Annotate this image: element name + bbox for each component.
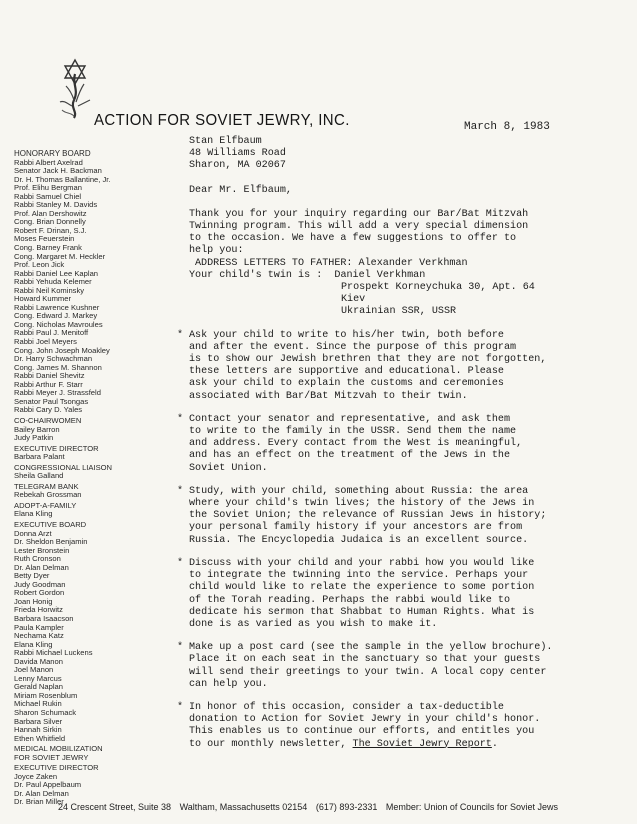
bullet-line: to write to the family in the USSR. Send them the name <box>189 426 517 438</box>
suggestion-bullet <box>177 558 607 631</box>
sidebar-member-name: Rabbi Paul J. Menitoff <box>14 328 89 338</box>
intro-line: help you: <box>189 245 244 257</box>
bullet-line: ask your child to explain the customs and ceremonies <box>189 378 504 390</box>
twin-city: Kiev <box>341 294 366 306</box>
sidebar-member-name: Paula Kampler <box>14 622 64 632</box>
sidebar-member-name: Davida Manon <box>14 656 63 666</box>
sidebar-member-name: Robert F. Drinan, S.J. <box>14 225 87 235</box>
bullet-star-icon: * <box>177 329 184 341</box>
bullet-line: This enables us to continue our efforts, and entitles you <box>189 726 535 738</box>
intro-line: to the occasion. We have a few suggestions to offer to <box>189 233 517 245</box>
bullet-line: your personal family history if your ancestors are from <box>189 522 523 534</box>
suggestion-bullet <box>177 642 607 691</box>
bullet-line: Ask your child to write to his/her twin, both before <box>189 329 504 341</box>
twin-name: Daniel Verkhman <box>334 269 426 281</box>
bullet-line: Study, with your child, something about Russia: the area <box>189 485 529 497</box>
sidebar-member-name: Prof. Elihu Bergman <box>14 183 82 193</box>
org-logo-icon <box>52 56 98 120</box>
sidebar-member-name: Bailey Barron <box>14 424 60 434</box>
sidebar-member-name: Hannah Sirkin <box>14 725 62 735</box>
sidebar-heading: EXECUTIVE DIRECTOR <box>14 763 99 773</box>
sidebar-member-name: Joel Manon <box>14 665 54 675</box>
twin-address: Prospekt Korneychuka 30, Apt. 64 <box>341 282 535 294</box>
bullet-line: of the Torah reading. Perhaps the rabbi would like to <box>189 594 511 606</box>
twin-country: Ukrainian SSR, USSR <box>341 306 457 318</box>
sidebar-member-name: Nechama Katz <box>14 631 64 641</box>
sidebar-member-name: Dr. Alan Delman <box>14 562 69 572</box>
bullet-line <box>189 739 607 751</box>
sidebar-member-name: Lenny Marcus <box>14 673 62 683</box>
footer-phone: (617) 893-2331 <box>315 802 378 812</box>
sidebar-member-name: Joan Honig <box>14 596 53 606</box>
sidebar-member-name: Rabbi Joel Meyers <box>14 337 77 347</box>
sidebar-member-name: Dr. Paul Appelbaum <box>14 780 82 790</box>
bullet-line: these letters are supportive and educational. Please <box>189 366 504 378</box>
footer-member: Member: Union of Councils for Soviet Jews <box>385 802 558 812</box>
bullet-line: can help you. <box>189 678 268 690</box>
sidebar-member-name: Dr. H. Thomas Ballantine, Jr. <box>14 174 111 184</box>
footer-street: 24 Crescent Street, Suite 38 <box>58 802 172 812</box>
letter-body <box>177 136 619 751</box>
sidebar-member-name: Barbara Isaacson <box>14 613 74 623</box>
bullet-line: is to show our Jewish brethren that they are not forgotten, <box>189 354 547 366</box>
bullet-line: to integrate the twinning into the service. Perhaps your <box>189 570 529 582</box>
bullet-line: the Soviet Union; the relevance of Russian Jews in history; <box>189 510 547 522</box>
sidebar-heading: MEDICAL MOBILIZATION FOR SOVIET JEWRY <box>14 744 103 762</box>
bullet-line: Contact your senator and representative, and ask them <box>189 413 511 425</box>
sidebar-member-name: Moses Feuerstein <box>14 234 75 244</box>
bullet-star-icon: * <box>177 485 184 497</box>
sidebar-member-name: Dr. Brian Miller <box>14 797 64 807</box>
intro-paragraph <box>189 209 619 258</box>
salutation: Dear Mr. Elfbaum, <box>189 184 292 196</box>
intro-line: Twinning program. This will add a very special dimension <box>189 221 529 233</box>
sidebar-member-name: Rabbi Daniel Lee Kaplan <box>14 268 99 278</box>
bullet-line: Russia. The Encyclopedia Judaica is an excellent source. <box>189 534 529 546</box>
donation-bullet <box>177 702 607 751</box>
sidebar-heading: CONGRESSIONAL LIAISON <box>14 462 113 472</box>
bullet-line: and after the event. Since the purpose of this program <box>189 341 517 353</box>
sidebar-member-name: Miriam Rosenblum <box>14 690 78 700</box>
sidebar-member-name: Rabbi Samuel Chiel <box>14 191 82 201</box>
sidebar-member-name: Cong. James M. Shannon <box>14 362 102 372</box>
sidebar-heading: EXECUTIVE BOARD <box>14 519 87 529</box>
sidebar-member-name: Rabbi Albert Axelrad <box>14 157 83 167</box>
bullet-line: done is as varied as you wish to make it. <box>189 618 438 630</box>
sidebar-member-name: Ethen Whitfield <box>14 733 66 743</box>
twin-first-line <box>189 270 619 282</box>
bullet-line: Soviet Union. <box>189 462 268 474</box>
bullet-line: In honor of this occasion, consider a tax-deductible <box>189 701 504 713</box>
org-name: ACTION FOR SOVIET JEWRY, INC. <box>94 111 350 130</box>
sidebar-member-name: Rebekah Grossman <box>14 490 82 500</box>
sidebar-heading: HONORARY BOARD <box>14 149 91 158</box>
twin-block <box>189 258 619 319</box>
bullet-star-icon: * <box>177 701 184 713</box>
sidebar-heading: EXECUTIVE DIRECTOR <box>14 443 99 453</box>
sidebar-member-name: Howard Kummer <box>14 294 71 304</box>
sidebar-member-name: Robert Gordon <box>14 588 65 598</box>
sidebar-member-name: Ruth Cronson <box>14 554 61 564</box>
sidebar-member-name: Sheila Galland <box>14 471 64 481</box>
suggestion-bullet <box>177 330 607 403</box>
bullet-line: will send their greetings to your twin. A local copy center <box>189 666 547 678</box>
sidebar-member-name: Dr. Alan Delman <box>14 788 69 798</box>
sidebar-board-list <box>14 150 174 807</box>
twin-label: Your child's twin is : <box>189 269 323 281</box>
sidebar-member-name: Judy Goodman <box>14 579 66 589</box>
sidebar-member-name: Rabbi Neil Kominsky <box>14 285 85 295</box>
sidebar-member-name: Rabbi Arthur F. Starr <box>14 379 83 389</box>
sidebar-member-name: Rabbi Cary D. Yales <box>14 405 83 415</box>
sidebar-member-name: Prof. Leon Jick <box>14 260 65 270</box>
bullet-line: Place it on each seat in the sanctuary so that your guests <box>189 654 541 666</box>
sidebar-member-name: Cong. Margaret M. Heckler <box>14 251 106 261</box>
sidebar-member-name: Gerald Naplan <box>14 682 63 692</box>
newsletter-prefix: to our monthly newsletter, <box>189 738 353 750</box>
bullet-star-icon: * <box>177 413 184 425</box>
sidebar-member-name: Frieda Horwitz <box>14 605 63 615</box>
sidebar-member-name: Judy Patkin <box>14 433 54 443</box>
suggestion-list <box>177 329 619 691</box>
footer-city: Waltham, Massachusetts 02154 <box>179 802 308 812</box>
suggestion-bullet <box>177 414 607 475</box>
recipient-city: Sharon, MA 02067 <box>189 160 286 172</box>
sidebar-member-name: Barbara Palant <box>14 452 65 462</box>
sidebar-member-name: Rabbi Yehuda Kelemer <box>14 277 92 287</box>
recipient-street: 48 Williams Road <box>189 148 286 160</box>
bullet-line: Make up a post card (see the sample in the yellow brochure). <box>189 642 553 654</box>
sidebar-member-name: Elana Kling <box>14 509 53 519</box>
sidebar-member-name: Joyce Zaken <box>14 771 58 781</box>
bullet-star-icon: * <box>177 642 184 654</box>
bullet-line: dedicate his sermon that Shabbat to Human Rights. What is <box>189 606 535 618</box>
sidebar-member-name: Lester Bronstein <box>14 545 70 555</box>
sidebar-member-name: Cong. John Joseph Moakley <box>14 345 110 355</box>
sidebar-heading: ADOPT-A-FAMILY <box>14 500 77 510</box>
sidebar-member-name: Betty Dyer <box>14 571 50 581</box>
sidebar-member-name: Cong. Nicholas Mavroules <box>14 319 103 329</box>
address-father-note: ADDRESS LETTERS TO FATHER: Alexander Verkhman <box>195 257 468 269</box>
bullet-line: and address. Every contact from the West is meaningful, <box>189 438 523 450</box>
bullet-line: Discuss with your child and your rabbi how you would like <box>189 557 535 569</box>
newsletter-title: The Soviet Jewry Report <box>352 738 492 750</box>
sidebar-member-name: Rabbi Daniel Shevitz <box>14 371 85 381</box>
suggestion-bullet <box>177 486 607 547</box>
recipient-name: Stan Elfbaum <box>189 136 262 147</box>
sidebar-heading: CO-CHAIRWOMEN <box>14 415 82 425</box>
sidebar-member-name: Rabbi Lawrence Kushner <box>14 302 100 312</box>
sidebar-member-name: Cong. Barney Frank <box>14 243 82 253</box>
bullet-line: child would like to relate the experience to some portion <box>189 582 535 594</box>
sidebar-member-name: Dr. Sheldon Benjamin <box>14 537 88 547</box>
sidebar-member-name: Senator Jack H. Backman <box>14 166 102 176</box>
sidebar-heading: TELEGRAM BANK <box>14 481 79 491</box>
sidebar-member-name: Michael Rukin <box>14 699 62 709</box>
sidebar-member-name: Senator Paul Tsongas <box>14 396 89 406</box>
sidebar-member-name: Donna Arzt <box>14 528 52 538</box>
bullet-line: and has an effect on the treatment of the Jews in the <box>189 450 511 462</box>
bullet-line: where your child's twin lives; the history of the Jews in <box>189 498 535 510</box>
sidebar-member-name: Prof. Alan Dershowitz <box>14 208 87 218</box>
sidebar-member-name: Rabbi Michael Luckens <box>14 648 93 658</box>
sidebar-member-name: Elana Kling <box>14 639 53 649</box>
bullet-line: donation to Action for Soviet Jewry in your child's honor. <box>189 714 541 726</box>
intro-line: Thank you for your inquiry regarding our Bar/Bat Mitzvah <box>189 208 529 220</box>
sidebar-member-name: Dr. Harry Schwachman <box>14 354 93 364</box>
letter-date: March 8, 1983 <box>464 121 550 133</box>
letterhead-footer <box>58 802 628 812</box>
bullet-star-icon: * <box>177 557 184 569</box>
sidebar-member-name: Cong. Brian Donnelly <box>14 217 86 227</box>
sidebar-member-name: Cong. Edward J. Markey <box>14 311 98 321</box>
sidebar-member-name: Barbara Silver <box>14 716 63 726</box>
sidebar-member-name: Rabbi Stanley M. Davids <box>14 200 98 210</box>
sidebar-member-name: Rabbi Meyer J. Strassfeld <box>14 388 101 398</box>
bullet-line: associated with Bar/Bat Mitzvah to their twin. <box>189 390 468 402</box>
sidebar-member-name: Sharon Schumack <box>14 708 77 717</box>
newsletter-suffix: . <box>491 738 498 750</box>
